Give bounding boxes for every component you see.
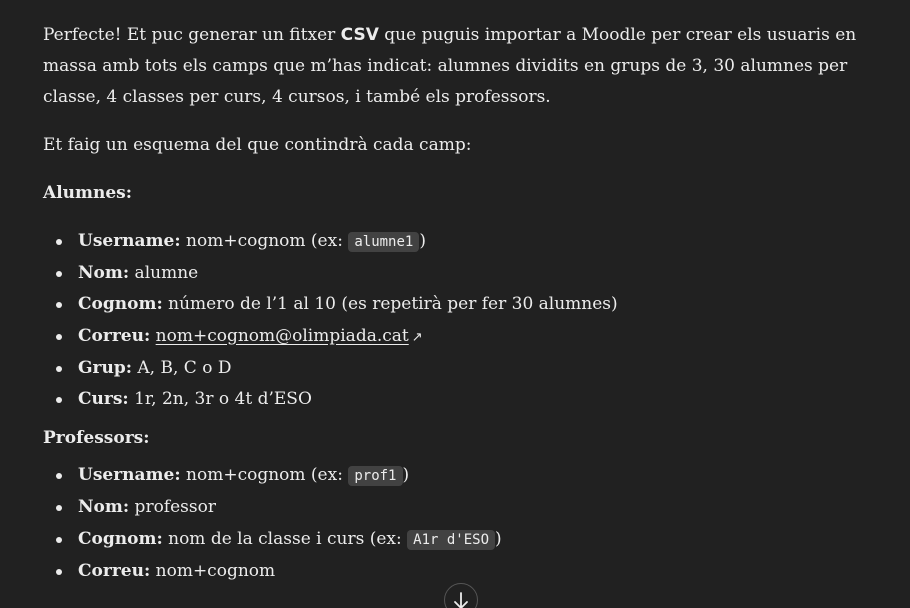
intro-bold-csv: CSV <box>340 25 379 45</box>
list-item <box>43 353 863 384</box>
field-label: Username: <box>78 231 181 251</box>
field-label: Username: <box>78 465 181 486</box>
intro-text-2: que puguis importar a Moodle per crear els usuaris en massa amb tots els camps que m’has indicat: alumnes dividits en grups de 3, 30 alumnes per classe, 4 classes per curs, 4 cursos, i també els professors. <box>43 25 857 107</box>
list-item <box>43 258 863 289</box>
field-label: Correu: <box>78 560 151 581</box>
assistant-message <box>43 20 863 587</box>
arrow-down-icon <box>453 592 469 608</box>
list-item <box>43 492 863 523</box>
field-text: nom+cognom (ex: <box>180 231 349 251</box>
list-item <box>43 226 863 258</box>
schema-intro: Et faig un esquema del que contindrà cada camp: <box>43 135 472 155</box>
list-item <box>43 321 863 353</box>
arrow-up-right-icon: ↗ <box>411 329 423 345</box>
field-text: número de l’1 al 10 (es repetirà per fer 30 alumnes) <box>162 294 618 315</box>
field-text: ) <box>402 465 410 486</box>
inline-code: A1r d'ESO <box>407 530 495 550</box>
students-title: Alumnes: <box>43 183 133 203</box>
inline-code: alumne1 <box>348 232 419 252</box>
field-text: ) <box>495 528 502 549</box>
field-label: Cognom: <box>78 528 163 549</box>
field-text: nom de la classe i curs (ex: <box>162 528 408 549</box>
field-text: 1r, 2n, 3r o 4t d’ESO <box>128 389 312 410</box>
list-item <box>43 556 863 587</box>
inline-code: prof1 <box>348 466 402 486</box>
field-text: alumne <box>129 263 199 284</box>
intro-text-1: Perfecte! Et puc generar un fitxer <box>43 25 341 45</box>
list-item <box>43 289 863 320</box>
field-text: professor <box>129 497 216 518</box>
teachers-list <box>43 460 863 587</box>
list-item <box>43 460 863 492</box>
field-label: Correu: <box>78 325 151 346</box>
teachers-title: Professors: <box>43 428 150 449</box>
list-item <box>43 524 863 556</box>
email-link[interactable]: nom+cognom@olimpiada.cat <box>155 325 409 346</box>
field-text: A, B, C o D <box>132 357 232 378</box>
list-item <box>43 384 863 415</box>
field-label: Nom: <box>78 497 130 518</box>
field-label: Nom: <box>78 263 130 284</box>
field-text: nom+cognom <box>150 560 276 581</box>
field-label: Grup: <box>78 357 132 378</box>
field-text: ) <box>419 231 426 251</box>
field-label: Cognom: <box>78 294 163 315</box>
field-label: Curs: <box>78 389 129 410</box>
field-text: nom+cognom (ex: <box>180 465 349 486</box>
students-list <box>43 226 863 415</box>
intro-paragraph <box>43 20 863 113</box>
